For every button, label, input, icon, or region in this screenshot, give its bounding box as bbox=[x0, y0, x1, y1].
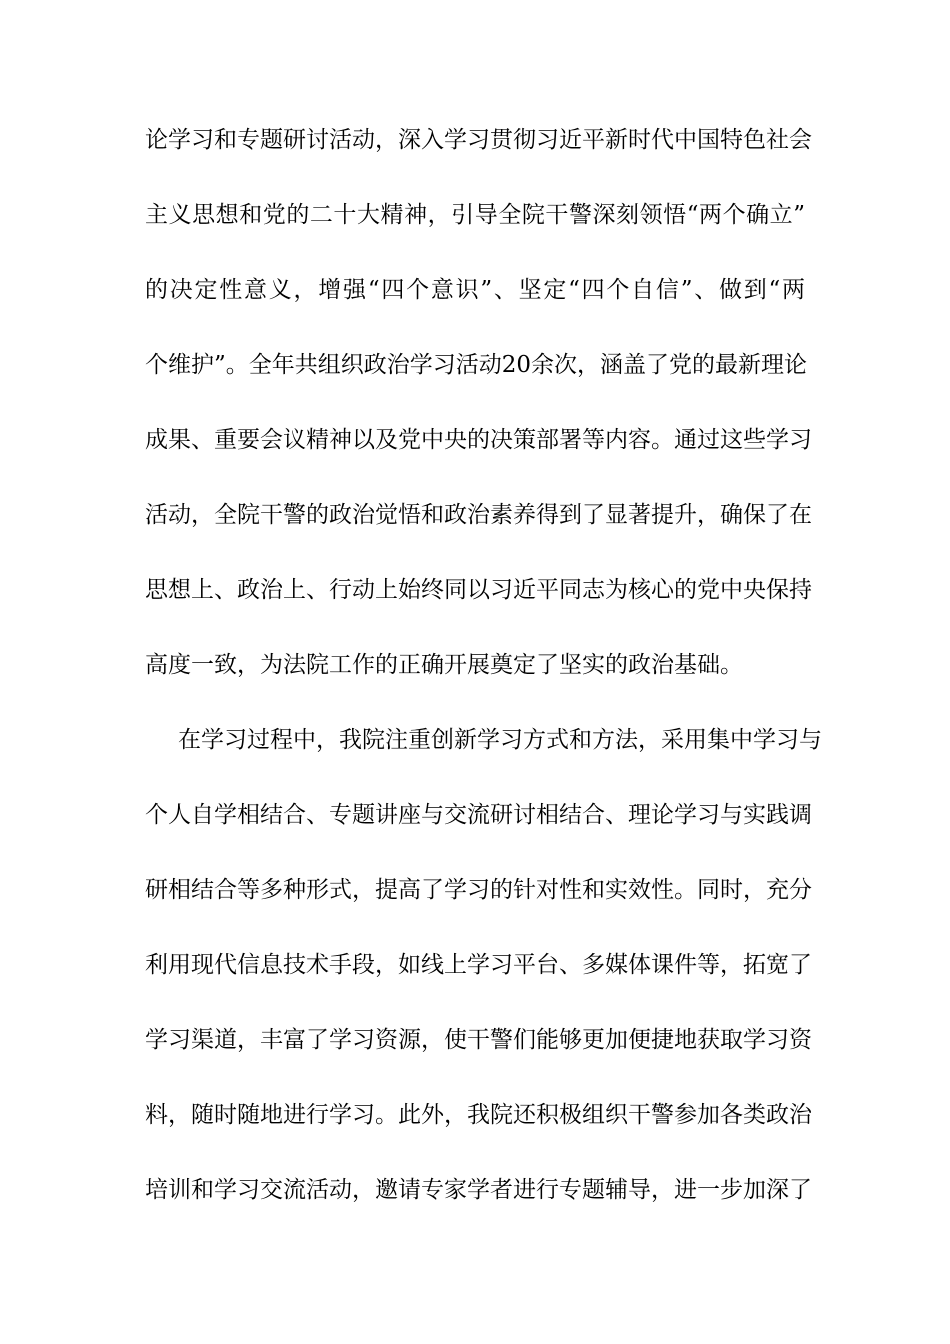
text-line: 个维护”。全年共组织政治学习活动20余次，涵盖了党的最新理论 bbox=[145, 352, 808, 378]
text-line: 研相结合等多种形式，提高了学习的针对性和实效性。同时，充分 bbox=[145, 877, 812, 903]
text-line: 的决定性意义，增强“四个意识”、坚定“四个自信”、做到“两 bbox=[145, 277, 805, 303]
text-line: 主义思想和党的二十大精神，引导全院干警深刻领悟“两个确立” bbox=[145, 202, 805, 228]
text-line: 在学习过程中，我院注重创新学习方式和方法，采用集中学习与 bbox=[178, 727, 822, 753]
text-line: 培训和学习交流活动，邀请专家学者进行专题辅导，进一步加深了 bbox=[145, 1177, 812, 1203]
text-line: 成果、重要会议精神以及党中央的决策部署等内容。通过这些学习 bbox=[145, 427, 812, 453]
text-line: 学习渠道，丰富了学习资源，使干警们能够更加便捷地获取学习资 bbox=[145, 1027, 812, 1053]
text-line: 活动，全院干警的政治觉悟和政治素养得到了显著提升，确保了在 bbox=[145, 502, 812, 528]
text-line: 利用现代信息技术手段，如线上学习平台、多媒体课件等，拓宽了 bbox=[145, 952, 812, 978]
text-line: 料，随时随地进行学习。此外，我院还积极组织干警参加各类政治 bbox=[145, 1102, 812, 1128]
text-line: 思想上、政治上、行动上始终同以习近平同志为核心的党中央保持 bbox=[145, 577, 812, 603]
text-line: 论学习和专题研讨活动，深入学习贯彻习近平新时代中国特色社会 bbox=[145, 127, 812, 153]
text-line: 高度一致，为法院工作的正确开展奠定了坚实的政治基础。 bbox=[145, 652, 743, 678]
text-line: 个人自学相结合、专题讲座与交流研讨相结合、理论学习与实践调 bbox=[145, 802, 812, 828]
